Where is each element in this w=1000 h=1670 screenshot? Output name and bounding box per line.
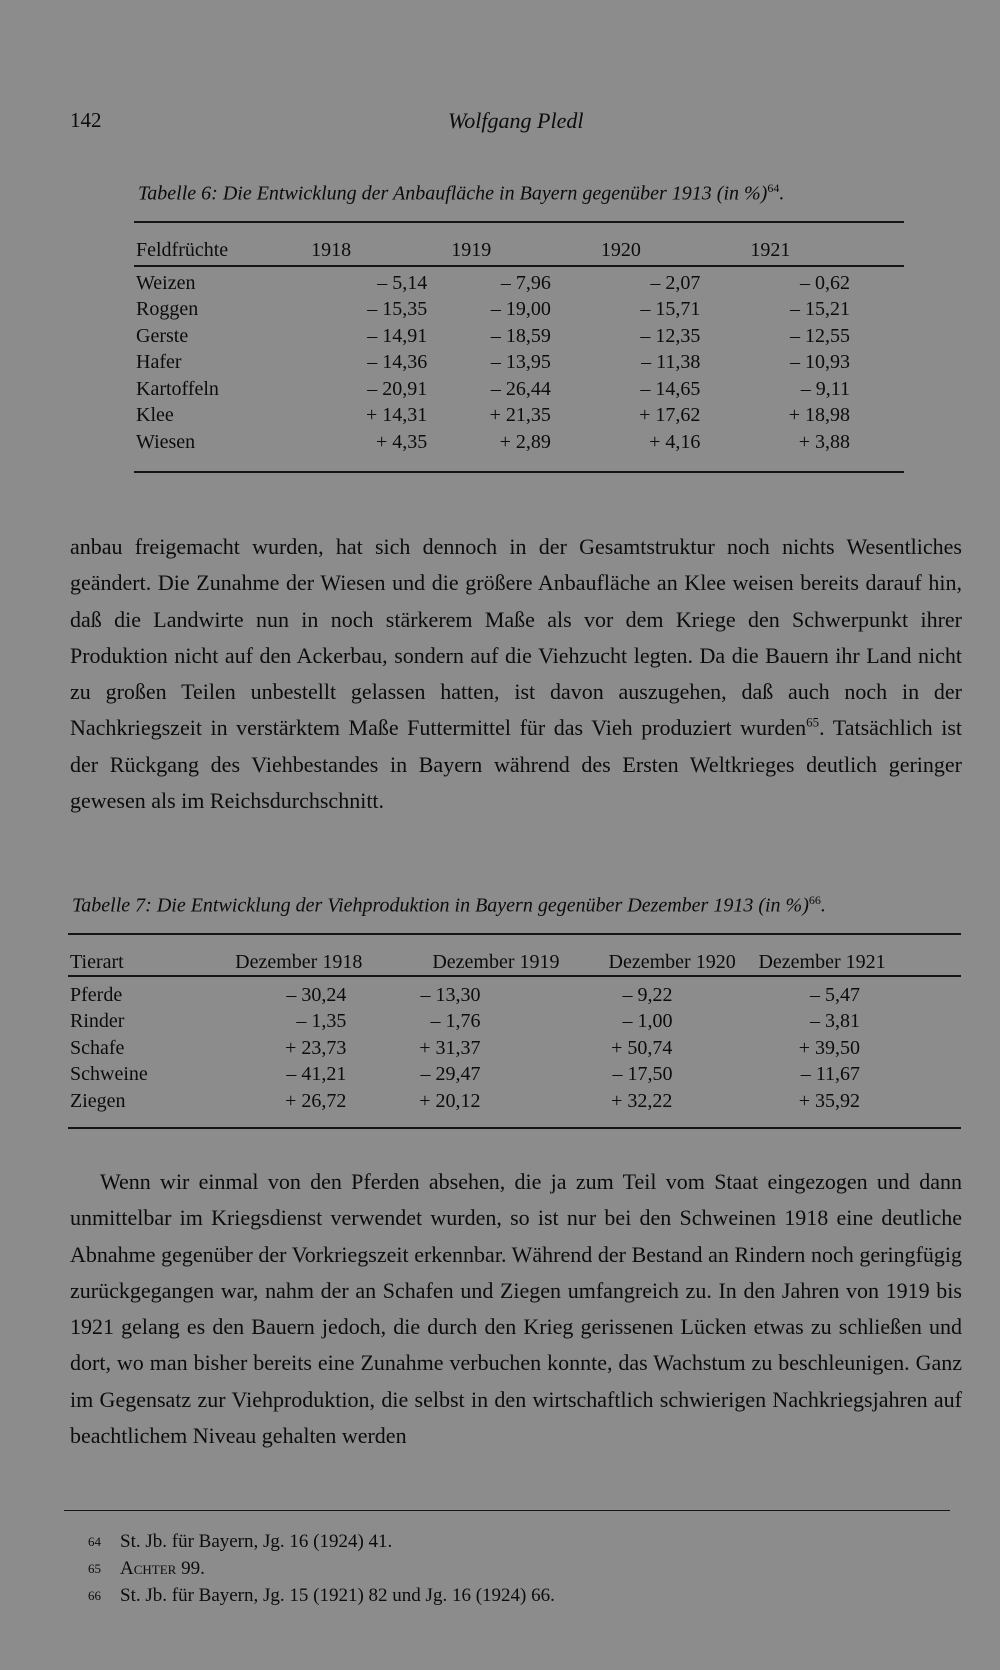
- footnote-text: St. Jb. für Bayern, Jg. 15 (1921) 82 und Jg. 16 (1924) 66.: [120, 1585, 555, 1606]
- table7-cell: – 41,21: [286, 1063, 347, 1086]
- table6-row-label: Kartoffeln: [136, 377, 219, 400]
- table6-cell: + 3,88: [798, 430, 850, 453]
- table7-row: [70, 1062, 890, 1089]
- table7-row: [70, 982, 890, 1009]
- footnote-number: 64: [88, 1534, 101, 1549]
- paragraph1-text: anbau freigemacht wurden, hat sich dennoch in der Gesamtstruktur noch nichts Wesentliches geändert. Die Zunahme der Wiesen und die größere Anbaufläche an Klee weisen bereits darauf hin, daß die Landwirte nun in noch stärkerem Maße als vor dem Kriege den Schwerpunkt ihrer Produktion nicht auf den Ackerbau, sondern auf die Viehzucht legten. Da die Bauern ihr Land nicht zu großen Teilen unbestellt gelassen hatten, ist davon auszugehen, daß auch noch in der Nachkriegszeit in verstärktem Maße Futtermittel für das Vieh produziert wurden: [70, 534, 962, 741]
- table6-row-label: Wiesen: [136, 430, 196, 453]
- table7-cell: + 39,50: [798, 1036, 860, 1059]
- table7-cell: + 31,37: [419, 1036, 481, 1059]
- table6: [136, 230, 880, 456]
- table7-caption-note: 66: [808, 893, 821, 907]
- table6-row: [136, 376, 880, 403]
- table7-cell: – 30,24: [286, 983, 347, 1006]
- table7-body: [70, 982, 890, 1115]
- table7-cell: + 35,92: [798, 1089, 860, 1112]
- footnote-ref-65: 65: [806, 715, 820, 731]
- table6-row: [136, 323, 880, 350]
- table6-cell: – 7,96: [500, 271, 551, 294]
- footnote-number: 66: [88, 1588, 101, 1603]
- table6-bottom-rule: [134, 471, 904, 473]
- table7-row-label: Schafe: [70, 1036, 125, 1059]
- table7-row-label: Rinder: [70, 1010, 125, 1033]
- paragraph1-text-end: . Tatsächlich ist der Rückgang des Viehbestandes in Bayern während des Ersten Weltkrieges deutlich geringer gewesen als im Reichsdurchschnitt.: [70, 715, 962, 814]
- table6-column-header: Feldfrüchte: [136, 238, 229, 261]
- table6-cell: – 20,91: [367, 377, 428, 400]
- footnote-number: 65: [88, 1561, 101, 1576]
- table7-cell: – 1,00: [622, 1010, 673, 1033]
- table6-cell: – 12,35: [640, 324, 701, 347]
- table6-cell: + 17,62: [639, 404, 701, 427]
- footnotes: [88, 1528, 555, 1609]
- table7-row-label: Schweine: [70, 1063, 148, 1086]
- table6-cell: – 5,14: [377, 271, 428, 294]
- table6-column-header: 1918: [311, 238, 352, 261]
- table7-row-label: Ziegen: [70, 1089, 126, 1112]
- table7-cell: + 26,72: [285, 1089, 347, 1112]
- table6-cell: – 15,71: [640, 298, 701, 321]
- table6-row: [136, 297, 880, 324]
- table6-row-label: Gerste: [136, 324, 189, 347]
- table6-row: [136, 429, 880, 456]
- table7-cell: – 5,47: [810, 983, 860, 1006]
- page-number: 142: [70, 108, 102, 132]
- table6-cell: + 2,89: [499, 430, 551, 453]
- table7-top-rule: [68, 933, 961, 935]
- footnote-separator: [64, 1510, 950, 1511]
- table7-caption-text: Tabelle 7: Die Entwicklung der Viehproduktion in Bayern gegenüber Dezember 1913 (in %): [72, 894, 809, 917]
- table6-header: [136, 230, 880, 270]
- table6-row-label: Hafer: [136, 351, 182, 374]
- running-head: Wolfgang Pledl: [448, 108, 584, 133]
- table7-cell: – 1,35: [296, 1010, 347, 1033]
- table7-column-header: Dezember 1918: [235, 950, 363, 973]
- table6-cell: – 26,44: [490, 377, 551, 400]
- footnote-author: Achter: [120, 1558, 177, 1579]
- table6-cell: – 0,62: [800, 271, 850, 294]
- table6-column-header: 1920: [600, 238, 641, 261]
- table6-cell: – 12,55: [790, 324, 850, 347]
- table7-cell: – 11,67: [800, 1063, 860, 1086]
- table6-row-label: Roggen: [136, 298, 199, 321]
- table6-cell: – 14,36: [367, 351, 428, 374]
- footnote-text: 99.: [176, 1558, 205, 1579]
- table6-cell: – 9,11: [800, 377, 850, 400]
- table6-cell: – 10,93: [790, 351, 850, 374]
- table7-row-label: Pferde: [70, 983, 123, 1006]
- table7-cell: – 1,76: [430, 1010, 481, 1033]
- table7-column-header: Tierart: [70, 950, 124, 973]
- table6-top-rule: [134, 221, 904, 223]
- table6-cell: – 18,59: [490, 324, 551, 347]
- table7-row: [70, 1035, 890, 1062]
- table7-cell: – 3,81: [810, 1010, 860, 1033]
- table7-cell: + 20,12: [419, 1089, 481, 1112]
- table6-cell: – 14,91: [367, 324, 428, 347]
- table6-cell: + 4,16: [649, 430, 701, 453]
- body-paragraph-1: [70, 529, 962, 819]
- table7-column-header: Dezember 1921: [758, 950, 886, 973]
- table6-row-label: Klee: [136, 404, 174, 427]
- table6-row: [136, 270, 880, 297]
- table6-column-header: 1919: [451, 238, 492, 261]
- table6-cell: – 2,07: [650, 271, 701, 294]
- page-header: [0, 108, 1000, 138]
- table6-cell: + 21,35: [489, 404, 551, 427]
- footnote-65: [88, 1555, 555, 1582]
- table6-body: [136, 270, 880, 456]
- table7-row: [70, 1009, 890, 1036]
- table6-caption: Tabelle 6: Die Entwicklung der Anbaufläche in Bayern gegenüber 1913 (in %)$^{64}$.: [138, 181, 785, 205]
- footnote-text: St. Jb. für Bayern, Jg. 16 (1924) 41.: [120, 1531, 393, 1552]
- table6-column-header: 1921: [750, 238, 791, 261]
- table6-cell: – 15,21: [790, 298, 850, 321]
- table7-cell: – 17,50: [612, 1063, 673, 1086]
- footnote-66: [88, 1582, 555, 1609]
- footnote-64: [88, 1528, 555, 1555]
- table7-row: [70, 1088, 890, 1115]
- table7-cell: + 23,73: [285, 1036, 347, 1059]
- table7-cell: – 9,22: [622, 983, 673, 1006]
- table6-row: [136, 403, 880, 430]
- table7-bottom-rule: [68, 1127, 961, 1129]
- table7-cell: – 13,30: [420, 983, 481, 1006]
- table6-row-label: Weizen: [136, 271, 196, 294]
- table7-column-header: Dezember 1920: [608, 950, 736, 973]
- table7-column-header: Dezember 1919: [432, 950, 560, 973]
- table6-caption-text: Tabelle 6: Die Entwicklung der Anbaufläche in Bayern gegenüber 1913 (in %): [138, 182, 768, 205]
- table6-cell: + 14,31: [366, 404, 428, 427]
- table7-cell: + 32,22: [611, 1089, 673, 1112]
- table6-cell: – 14,65: [640, 377, 701, 400]
- table6-cell: – 15,35: [367, 298, 428, 321]
- table6-cell: + 18,98: [788, 404, 850, 427]
- table6-cell: – 11,38: [641, 351, 701, 374]
- table6-cell: + 4,35: [376, 430, 428, 453]
- table7-cell: – 29,47: [420, 1063, 481, 1086]
- table7: [70, 942, 890, 1115]
- table6-cell: – 19,00: [490, 298, 551, 321]
- table6-row: [136, 350, 880, 377]
- table7-cell: + 50,74: [611, 1036, 673, 1059]
- table6-caption-note: 64: [767, 181, 780, 195]
- body-paragraph-2: Wenn wir einmal von den Pferden absehen, die ja zum Teil vom Staat eingezogen und dann unmittelbar im Kriegsdienst verwendet wurden, so ist nur bei den Schweinen 1918 eine deutliche Abnahme gegenüber der Vorkriegszeit erkennbar. Während der Bestand an Rindern noch geringfügig zurückgegangen war, nahm der an Schafen und Ziegen umfangreich zu. In den Jahren von 1919 bis 1921 gelang es den Bauern jedoch, die durch den Krieg gerissenen Lücken etwas zu schließen und dort, wo man bisher bereits eine Zunahme verbuchen konnte, das Wachstum zu beschleunigen. Ganz im Gegensatz zur Viehproduktion, die selbst in den wirtschaftlich schwierigen Nachkriegsjahren auf beachtlichem Niveau gehalten werden: [70, 1169, 962, 1449]
- table6-cell: – 13,95: [490, 351, 551, 374]
- table7-caption: Tabelle 7: Die Entwicklung der Viehproduktion in Bayern gegenüber Dezember 1913 (in %)$^{66}$.: [72, 893, 826, 917]
- table7-header: [70, 942, 890, 982]
